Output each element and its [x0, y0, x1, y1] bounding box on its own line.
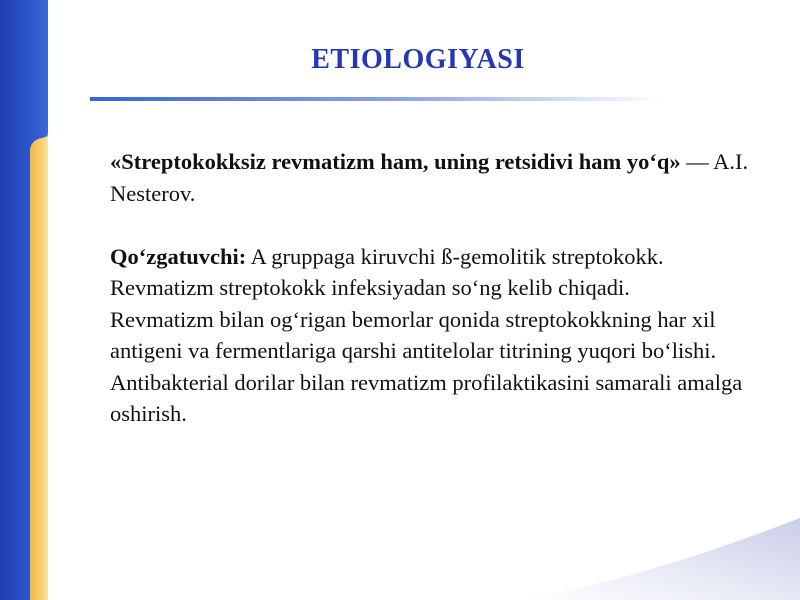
- quote-attribution: — A.I. Nesterov.: [110, 149, 749, 206]
- corner-wave-decoration: [520, 510, 800, 600]
- quote-paragraph: [110, 146, 750, 209]
- title-underline: [90, 97, 665, 101]
- quote-text: «Streptokokksiz revmatizm ham, uning retsidivi ham yo‘q»: [110, 149, 681, 174]
- agent-paragraph: [110, 241, 750, 273]
- slide-content: [110, 146, 750, 430]
- left-decorative-bar: [0, 0, 48, 600]
- statement-1: Revmatizm streptokokk infeksiyadan so‘ng kelib chiqadi.: [110, 275, 630, 300]
- statement-3: Antibakterial dorilar bilan revmatizm profilaktikasini samarali amalga oshirish.: [110, 369, 743, 426]
- agent-text: A gruppaga kiruvchi ß-gemolitik streptokokk.: [246, 243, 664, 269]
- statement-2: Revmatizm bilan og‘rigan bemorlar qonida streptokokkning har xil antigeni va fermentlariga qarshi antitelolar titrining yuqori bo‘lishi.: [110, 306, 717, 363]
- slide-title: ETIOLOGIYASI: [311, 44, 525, 75]
- agent-label: Qo‘zgatuvchi:: [110, 243, 247, 269]
- paragraph-gap: [110, 209, 750, 241]
